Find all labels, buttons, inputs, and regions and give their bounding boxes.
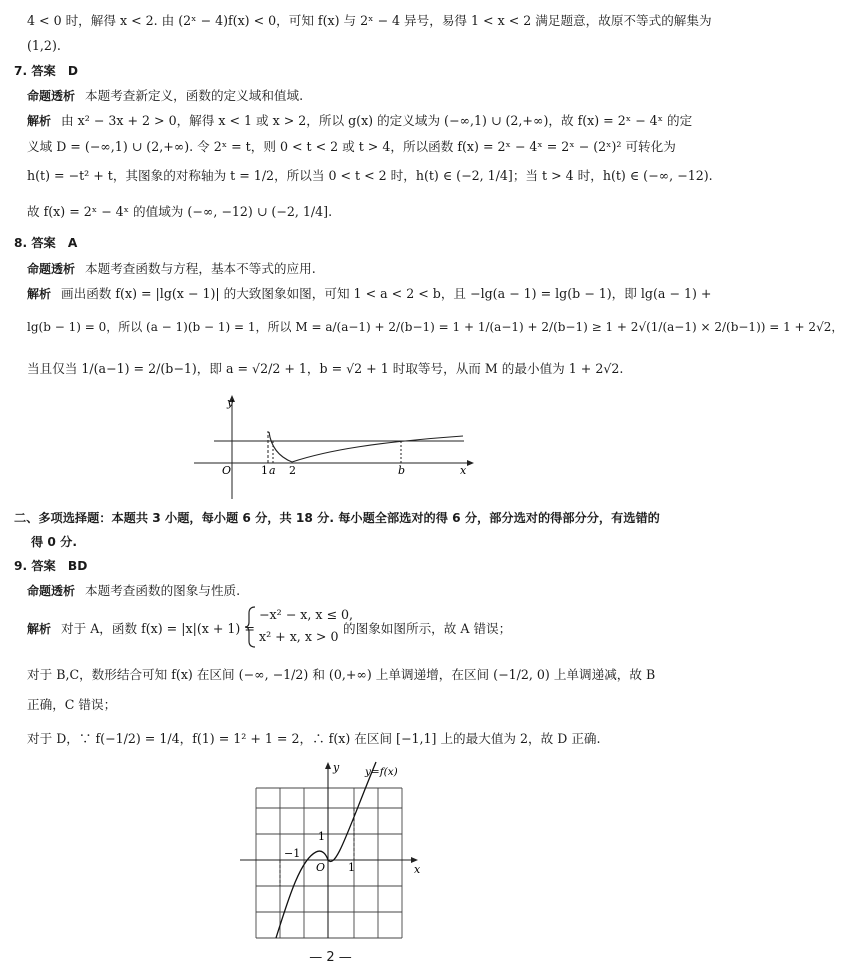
text-line: 义域 D = (−∞,1) ∪ (2,+∞). 令 2ˣ = t，则 0 < t < 2 或 t > 4，所以函数 f(x) = 2ˣ − 4ˣ = 2ˣ − (2ˣ)² 可转化为 xyxy=(27,139,676,154)
tick-label-x1: 1 xyxy=(348,861,355,874)
y-axis-label: y xyxy=(227,396,234,409)
tick-label-y1: 1 xyxy=(318,830,325,843)
text-line: 故 f(x) = 2ˣ − 4ˣ 的值域为 (−∞, −12) ∪ (−2, 1/4]. xyxy=(27,204,333,219)
text-line: 对于 B,C，数形结合可知 f(x) 在区间 (−∞, −1/2) 和 (0,+∞) 上单调递增，在区间 (−1/2, 0) 上单调递减，故 B xyxy=(27,667,656,682)
text-line: 正确，C 错误； xyxy=(27,697,117,712)
q7-intent-line xyxy=(27,87,647,105)
origin-label: O xyxy=(316,861,326,874)
text: 本题考查函数的图象与性质. xyxy=(85,583,241,598)
tick-label-one: 1 xyxy=(261,464,268,477)
section-heading-cont: 得 0 分. xyxy=(31,535,77,549)
keyword-label: 解析 xyxy=(27,114,52,128)
text-line: 当且仅当 1/(a−1) = 2/(b−1)，即 a = √2/2 + 1，b = √2 + 1 时取等号，从而 M 的最小值为 1 + 2√2. xyxy=(27,361,624,376)
text-line: h(t) = −t² + t，其图象的对称轴为 t = 1/2，所以当 0 < t < 2 时，h(t) ∈ (−2, 1/4]；当 t > 4 时，h(t) ∈ (−∞, −12). xyxy=(27,168,713,183)
tick-label-xneg1: −1 xyxy=(284,847,301,860)
section-heading: 二、多项选择题：本题共 3 小题，每小题 6 分，共 18 分. 每小题全部选对的得 6 分，部分选对的得部分分，有选错的 xyxy=(14,511,660,525)
q8-answer-heading: 8. 答案 A xyxy=(14,236,78,250)
piecewise-case-1: −x² − x, x ≤ 0, xyxy=(259,607,354,622)
text: 本题考查函数与方程，基本不等式的应用. xyxy=(85,261,316,276)
text-line: 的图象如图所示，故 A 错误； xyxy=(343,621,512,636)
text: 本题考查新定义，函数的定义域和值域. xyxy=(85,88,304,103)
text: 由 x² − 3x + 2 > 0，解得 x < 1 或 x > 2，所以 g(x) 的定义域为 (−∞,1) ∪ (2,+∞)，故 f(x) = 2ˣ − 4ˣ 的定 xyxy=(61,113,693,128)
q7-answer-heading: 7. 答案 D xyxy=(14,64,79,78)
left-brace-icon xyxy=(243,605,259,649)
tick-label-b: b xyxy=(398,464,406,477)
tick-label-a: a xyxy=(269,464,276,477)
keyword-label: 命题透析 xyxy=(27,262,76,276)
text-line: lg(b − 1) = 0，所以 (a − 1)(b − 1) = 1，所以 M = a/(a−1) + 2/(b−1) = 1 + 1/(a−1) + 2/(b−1) ≥ 1 + 2√(1/(a−1) × 2/(b−1)) = 1 + 2√2， xyxy=(27,320,843,334)
text-line: (1,2). xyxy=(27,38,61,53)
q9-graph-figure xyxy=(236,760,428,940)
curve-right-branch xyxy=(292,436,463,462)
text-line: 对于 D，∵ f(−1/2) = 1/4，f(1) = 1² + 1 = 2，∴ f(x) 在区间 [−1,1] 上的最大值为 2，故 D 正确. xyxy=(27,731,601,746)
origin-label: O xyxy=(222,464,232,477)
q7-analysis-line xyxy=(27,112,693,130)
x-axis-arrow-icon xyxy=(467,460,474,466)
q8-intent-line xyxy=(27,260,647,278)
q8-analysis-line xyxy=(27,285,712,303)
q9-intent-line xyxy=(27,582,647,600)
piecewise-case-2: x² + x, x > 0 xyxy=(259,629,339,644)
curve-left-branch xyxy=(269,432,292,462)
piecewise-definition xyxy=(243,605,354,649)
keyword-label: 命题透析 xyxy=(27,89,76,103)
text-line: 4 < 0 时，解得 x < 2. 由 (2ˣ − 4)f(x) < 0，可知 f(x) 与 2ˣ − 4 异号，易得 1 < x < 2 满足题意，故原不等式的解集为 xyxy=(27,13,712,28)
keyword-label: 解析 xyxy=(27,622,52,636)
x-axis-label: x xyxy=(460,464,467,477)
text: 画出函数 f(x) = |lg(x − 1)| 的大致图象如图，可知 1 < a < 2 < b，且 −lg(a − 1) = lg(b − 1)，即 lg(a − 1) + xyxy=(61,286,712,301)
tick-label-two: 2 xyxy=(289,464,296,477)
grid xyxy=(256,788,402,938)
q8-graph-figure xyxy=(188,392,478,502)
keyword-label: 解析 xyxy=(27,287,52,301)
q9-answer-heading: 9. 答案 BD xyxy=(14,559,88,573)
text: 对于 A，函数 f(x) = |x|(x + 1) = xyxy=(61,621,255,636)
y-axis-label: y xyxy=(333,761,340,774)
x-axis-label: x xyxy=(414,863,421,876)
function-label: y=f(x) xyxy=(365,766,398,778)
page-number-footer: — 2 — xyxy=(309,950,352,965)
y-axis-arrow-icon xyxy=(325,762,331,769)
keyword-label: 命题透析 xyxy=(27,584,76,598)
